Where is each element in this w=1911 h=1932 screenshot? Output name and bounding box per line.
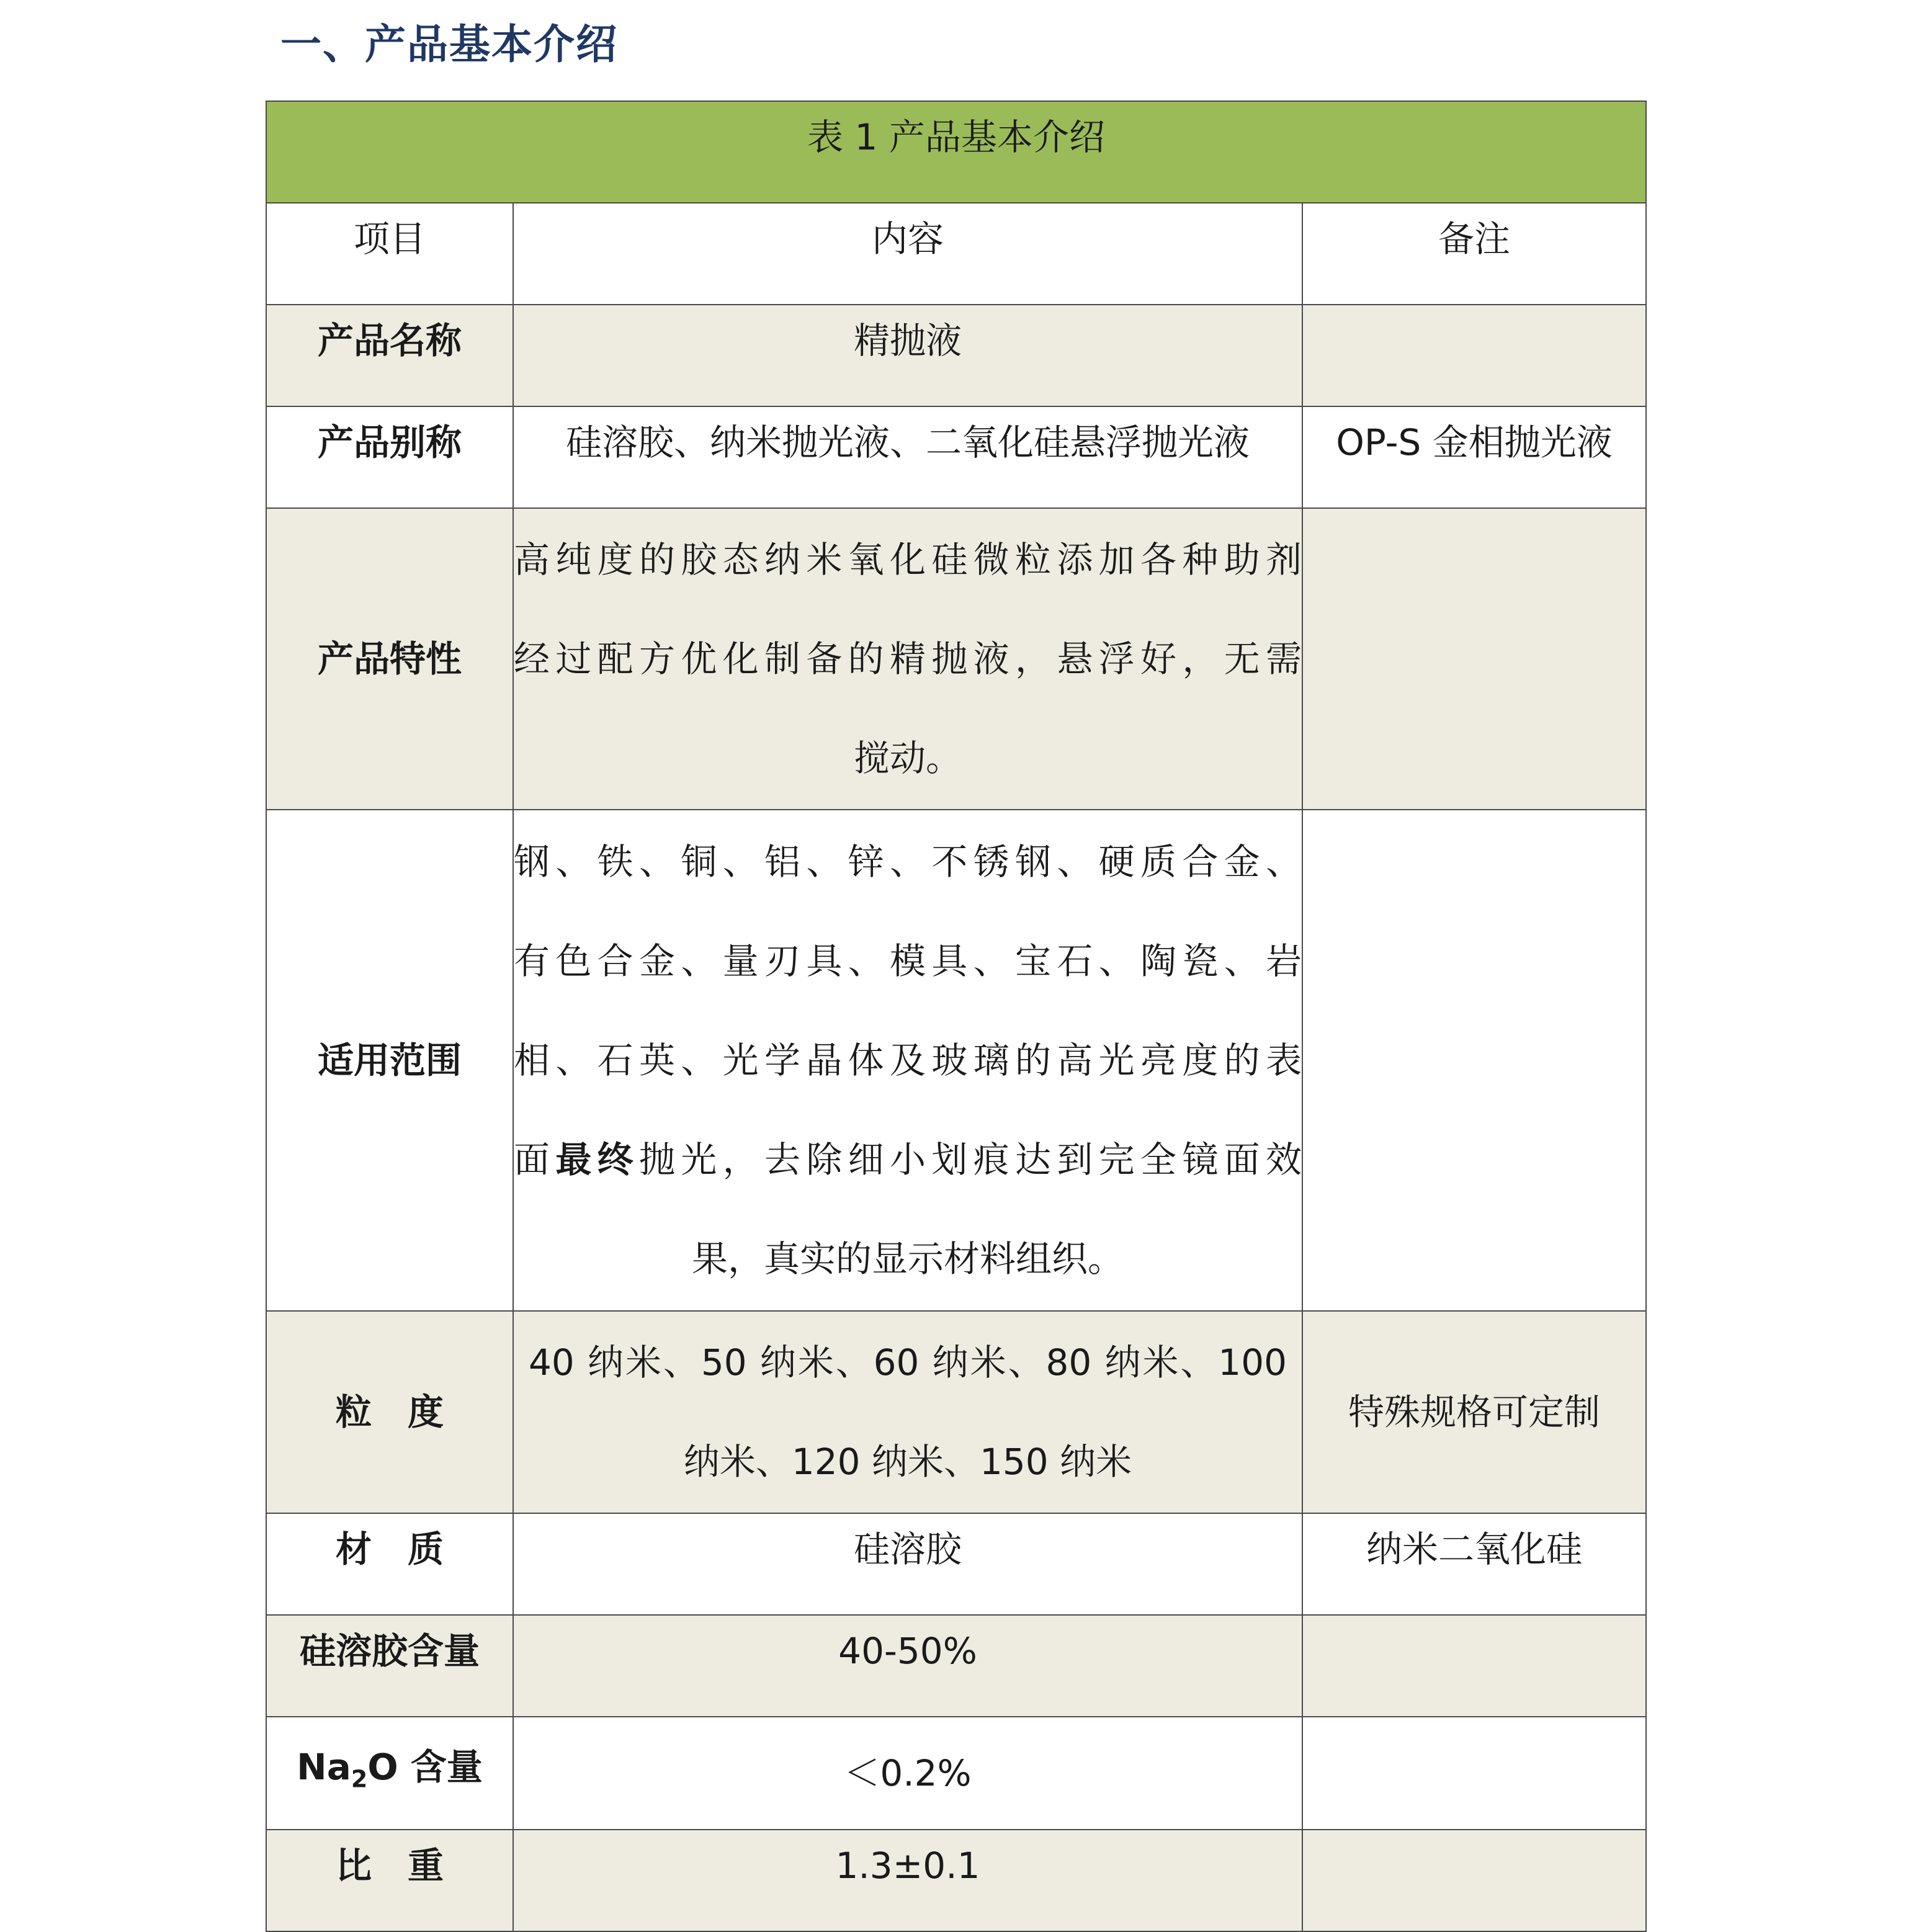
table-row <box>266 1615 1646 1717</box>
row-content: 精抛液 <box>513 305 1302 406</box>
table-row <box>266 1830 1646 1931</box>
content-line: 面最终抛光，去除细小划痕达到完全镜面效 <box>514 1138 1302 1181</box>
row-label: 材 质 <box>266 1513 513 1615</box>
row-label: 粒 度 <box>266 1311 513 1513</box>
table-row <box>266 1311 1646 1513</box>
content-line: 40 纳米、50 纳米、60 纳米、80 纳米、100 <box>529 1341 1287 1384</box>
row-label: 适用范围 <box>266 810 513 1311</box>
table-row <box>266 1717 1646 1830</box>
header-note: 备注 <box>1302 203 1646 305</box>
table-row <box>266 406 1646 508</box>
row-note: 纳米二氧化硅 <box>1302 1513 1646 1615</box>
row-content: 硅溶胶、纳米抛光液、二氧化硅悬浮抛光液 <box>513 406 1302 508</box>
table-row <box>266 1513 1646 1615</box>
row-content: 1.3±0.1 <box>513 1830 1302 1931</box>
header-content: 内容 <box>513 203 1302 305</box>
header-item: 项目 <box>266 203 513 305</box>
row-label: 硅溶胶含量 <box>266 1615 513 1717</box>
row-note: OP-S 金相抛光液 <box>1302 406 1646 508</box>
row-content <box>513 508 1302 810</box>
content-line: 纳米、120 纳米、150 纳米 <box>683 1441 1132 1483</box>
table-row <box>266 508 1646 810</box>
content-line: 高纯度的胶态纳米氧化硅微粒添加各种助剂 <box>514 539 1302 581</box>
content-line: 有色合金、量刃具、模具、宝石、陶瓷、岩 <box>514 940 1302 982</box>
content-line: 果，真实的显示材料组织。 <box>691 1238 1124 1280</box>
content-line: 经过配方优化制备的精抛液，悬浮好，无需 <box>514 638 1302 680</box>
row-note <box>1302 305 1646 406</box>
row-note <box>1302 1717 1646 1830</box>
table-caption-row <box>266 101 1646 203</box>
row-label: $Na_2O$ 含量 <box>266 1717 513 1830</box>
product-info-table <box>266 101 1647 1932</box>
table-row <box>266 305 1646 406</box>
emphasis-text: 最终 <box>555 1138 640 1181</box>
table-header-row <box>266 203 1646 305</box>
row-label: 产品特性 <box>266 508 513 810</box>
row-note <box>1302 1615 1646 1717</box>
row-note <box>1302 1830 1646 1931</box>
table-row <box>266 810 1646 1311</box>
row-content <box>513 1311 1302 1513</box>
row-content: 40-50% <box>513 1615 1302 1717</box>
row-content: 硅溶胶 <box>513 1513 1302 1615</box>
row-note <box>1302 508 1646 810</box>
row-label: 比 重 <box>266 1830 513 1931</box>
content-line: 钢、铁、铜、铝、锌、不锈钢、硬质合金、 <box>514 841 1302 883</box>
content-line: 搅动。 <box>853 737 962 779</box>
table-caption: 表 1 产品基本介绍 <box>266 101 1646 203</box>
row-content <box>513 810 1302 1311</box>
row-label: 产品别称 <box>266 406 513 508</box>
row-label: 产品名称 <box>266 305 513 406</box>
section-heading: 一、产品基本介绍 <box>280 20 618 68</box>
row-note <box>1302 810 1646 1311</box>
row-content: ＜0.2% <box>513 1717 1302 1830</box>
content-line: 相、石英、光学晶体及玻璃的高光亮度的表 <box>514 1039 1302 1081</box>
row-note: 特殊规格可定制 <box>1302 1311 1646 1513</box>
